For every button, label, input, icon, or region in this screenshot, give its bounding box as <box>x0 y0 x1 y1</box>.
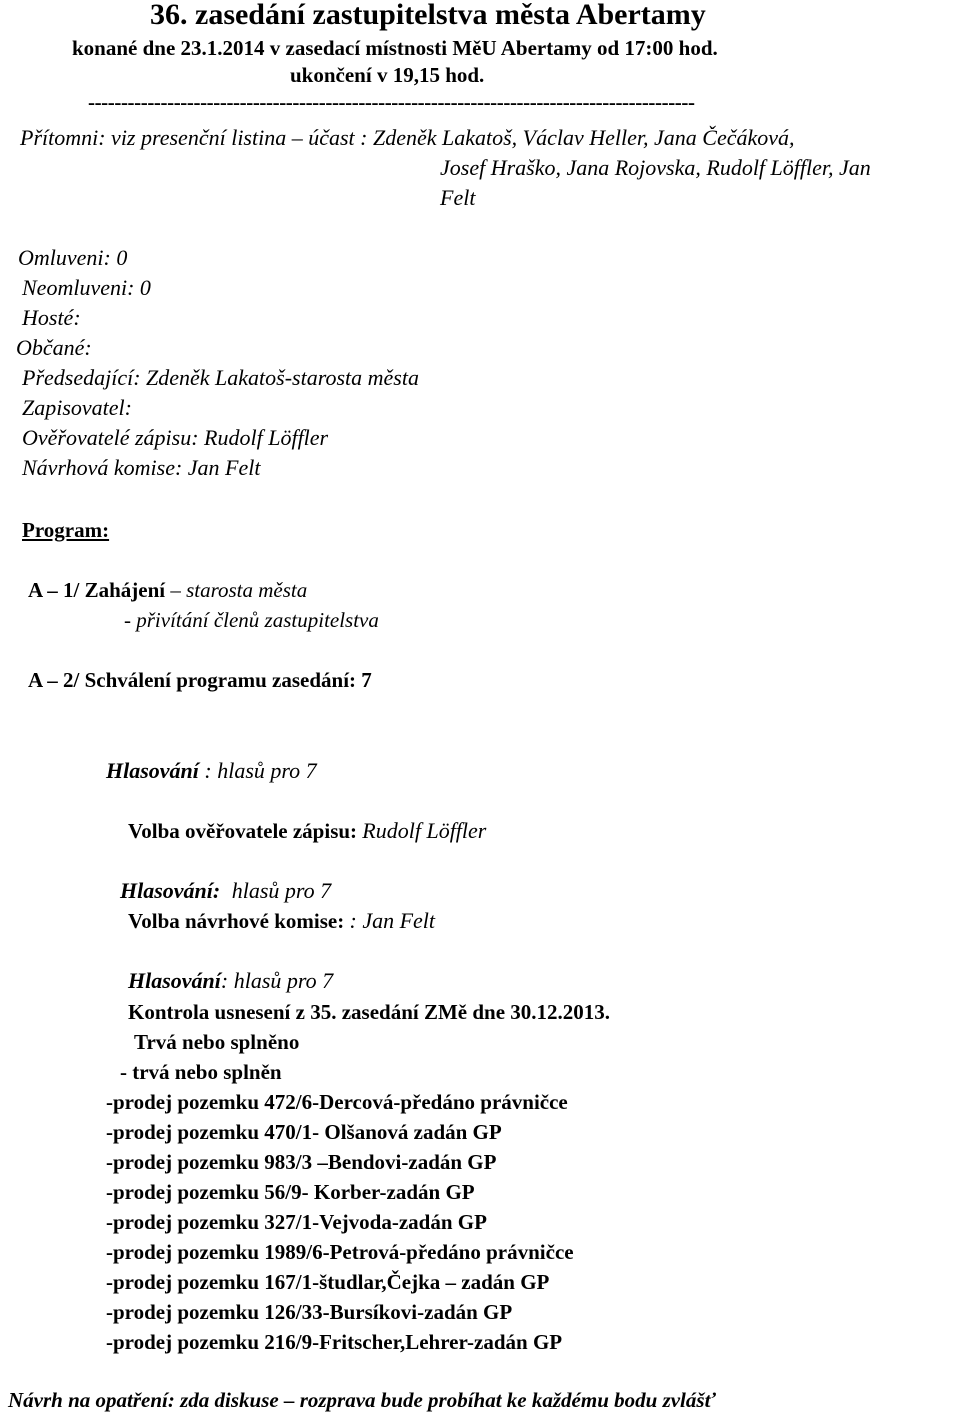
list-item: -prodej pozemku 56/9- Korber-zadán GP <box>106 1180 475 1204</box>
list-item: -prodej pozemku 216/9-Fritscher,Lehrer-zadán GP <box>106 1330 563 1354</box>
program-item-a1-label: A – 1/ Zahájení <box>28 578 166 602</box>
kontrola-heading: Kontrola usnesení z 35. zasedání ZMě dne 30.12.2013. <box>128 1000 611 1024</box>
volba-navrhove-komise-label: Volba návrhové komise: <box>128 909 345 933</box>
footer-proposal: Návrh na opatření: zda diskuse – rozprava bude probíhat ke každému bodu zvlášť <box>8 1388 716 1412</box>
separator-line: -------------------------------------------------------------------------------------------- <box>88 90 695 114</box>
list-item: -prodej pozemku 1989/6-Petrová-předáno právničce <box>106 1240 574 1264</box>
program-item-a1-sub: - přivítání členů zastupitelstva <box>124 608 379 632</box>
vote-2-label: Hlasování: <box>120 878 221 903</box>
volba-overovatele-label: Volba ověřovatele zápisu: <box>128 819 358 843</box>
program-heading: Program: <box>22 518 110 542</box>
program-item-a1 <box>28 580 307 601</box>
vote-1-result: : hlasů pro 7 <box>204 758 317 783</box>
overovatele: Ověřovatelé zápisu: Rudolf Löffler <box>22 425 329 450</box>
list-item: -prodej pozemku 470/1- Olšanová zadán GP <box>106 1120 502 1144</box>
attendance-line-1: Přítomni: viz presenční listina – účast : Zdeněk Lakatoš, Václav Heller, Jana Čečáková, <box>20 125 795 150</box>
neomluveni: Neomluveni: 0 <box>22 275 151 300</box>
volba-overovatele-value: Rudolf Löffler <box>362 818 487 843</box>
volba-navrhove-komise-value: : Jan Felt <box>349 908 436 933</box>
hoste: Hosté: <box>22 305 81 330</box>
trva-subheading: - trvá nebo splněn <box>120 1060 282 1084</box>
vote-1 <box>106 760 317 782</box>
omluveni: Omluveni: 0 <box>18 245 128 270</box>
list-item: -prodej pozemku 126/33-Bursíkovi-zadán GP <box>106 1300 513 1324</box>
meeting-date-line: konané dne 23.1.2014 v zasedací místnosti MěU Abertamy od 17:00 hod. <box>72 36 718 60</box>
obcane: Občané: <box>16 335 92 360</box>
vote-2 <box>120 880 331 902</box>
program-item-a1-text: – starosta města <box>170 578 308 602</box>
list-item: -prodej pozemku 167/1-študlar,Čejka – zadán GP <box>106 1270 550 1294</box>
trva-heading: Trvá nebo splněno <box>134 1030 300 1054</box>
attendance-line-3: Felt <box>440 185 476 210</box>
vote-1-label: Hlasování <box>106 758 199 783</box>
page-title: 36. zasedání zastupitelstva města Abertamy <box>150 0 706 31</box>
vote-3-label: Hlasování <box>128 968 221 993</box>
volba-navrhove-komise <box>128 910 435 932</box>
attendance-line-2: Josef Hraško, Jana Rojovska, Rudolf Löffler, Jan <box>440 155 871 180</box>
meeting-end-line: ukončení v 19,15 hod. <box>290 63 485 87</box>
vote-3 <box>128 970 333 992</box>
predsedajici: Předsedající: Zdeněk Lakatoš-starosta města <box>22 365 419 390</box>
vote-2-result: hlasů pro 7 <box>231 878 332 903</box>
vote-3-result: : hlasů pro 7 <box>220 968 334 993</box>
navrhova-komise: Návrhová komise: Jan Felt <box>22 455 261 480</box>
program-item-a2: A – 2/ Schválení programu zasedání: 7 <box>28 668 372 692</box>
volba-overovatele <box>128 820 486 842</box>
list-item: -prodej pozemku 983/3 –Bendovi-zadán GP <box>106 1150 497 1174</box>
list-item: -prodej pozemku 327/1-Vejvoda-zadán GP <box>106 1210 487 1234</box>
zapisovatel: Zapisovatel: <box>22 395 132 420</box>
list-item: -prodej pozemku 472/6-Dercová-předáno právničce <box>106 1090 568 1114</box>
